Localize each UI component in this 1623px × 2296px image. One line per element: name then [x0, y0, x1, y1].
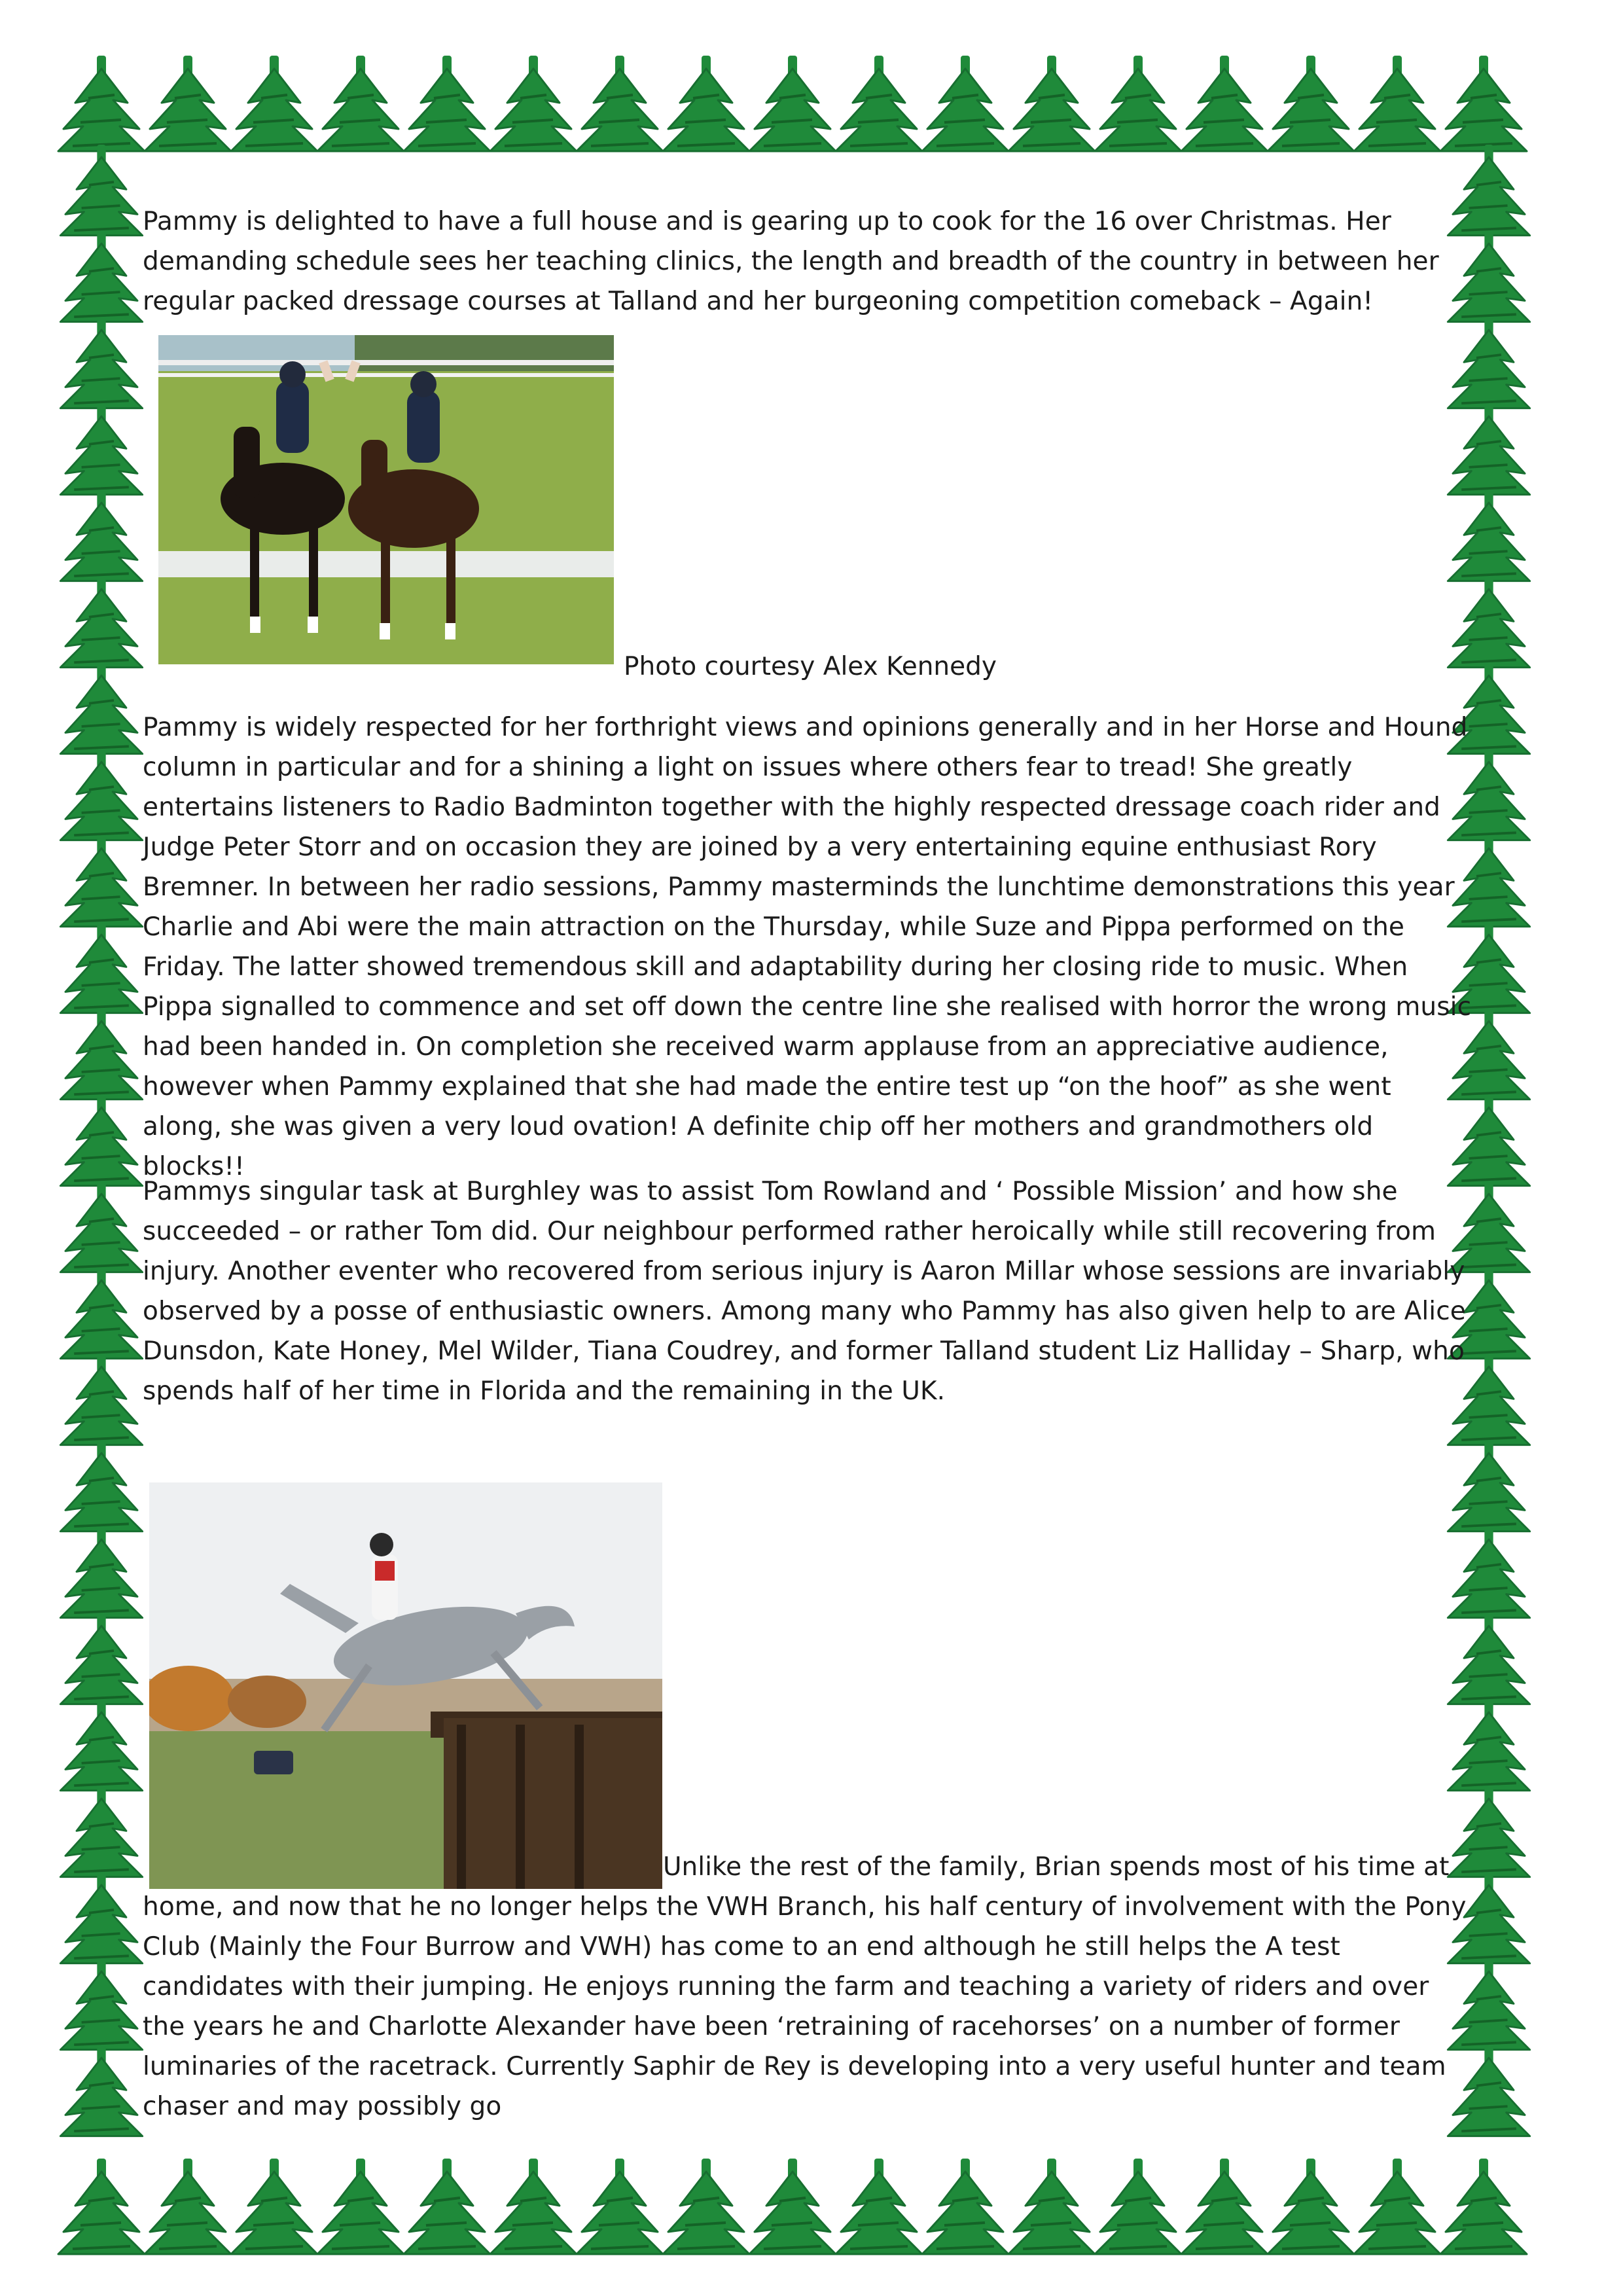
christmas-tree-icon — [577, 2159, 663, 2254]
christmas-tree-icon — [231, 2159, 317, 2254]
christmas-tree-icon — [60, 577, 142, 668]
christmas-tree-icon — [60, 2045, 142, 2136]
christmas-tree-icon — [663, 2159, 749, 2254]
christmas-tree-icon — [60, 490, 142, 581]
christmas-tree-icon — [663, 56, 749, 151]
paragraph-radio-badminton: Pammy is widely respected for her forthright views and opinions generally and in her Horse and Hound column in particular and for a shining a light on issues where others fear to tread! She greatly entertains listeners to Radio Badminton together with the highly respected dressage coach rider and Judge Peter Storr and on occasion they are joined by a very entertaining equine enthusiast Rory Bremner. In between her radio sessions, Pammy masterminds the lunchtime demonstrations this year Charlie and Abi were the main attraction on the Thursday, while Suze and Pippa performed on the Friday. The latter showed tremendous skill and adaptability during her closing ride to music. When Pippa signalled to commence and set off down the centre line she realised with horror the wrong music had been handed in. On completion she received warm applause from an appreciative audience, however when Pammy explained that she had made the entire test up “on the hoof” as she went along, she was given a very loud ovation! A definite chip off her mothers and grandmothers old blocks!! — [143, 713, 1472, 1181]
christmas-tree-icon — [60, 1613, 142, 1704]
christmas-tree-icon — [60, 749, 142, 840]
christmas-tree-icon — [58, 56, 145, 151]
christmas-tree-icon — [1448, 1700, 1529, 1791]
christmas-tree-icon — [490, 56, 577, 151]
christmas-tree-icon — [1354, 56, 1440, 151]
christmas-tree-icon — [749, 2159, 836, 2254]
christmas-tree-icon — [404, 56, 490, 151]
tree-column-left — [60, 145, 142, 2136]
paragraph-full-house: Pammy is delighted to have a full house and is gearing up to cook for the 16 over Christmas. Her demanding schedule sees her teaching clinics, the length and breadth of the country in between her regular packed dressage courses at Talland and her burgeoning competition comeback – Again! — [143, 207, 1439, 316]
christmas-tree-icon — [1448, 1786, 1529, 1877]
christmas-tree-icon — [145, 2159, 231, 2254]
christmas-tree-icon — [1448, 490, 1529, 581]
christmas-tree-icon — [60, 145, 142, 236]
christmas-tree-icon — [60, 1873, 142, 1964]
christmas-tree-icon — [1448, 577, 1529, 668]
christmas-tree-icon — [1181, 2159, 1268, 2254]
christmas-tree-icon — [1448, 1527, 1529, 1618]
christmas-tree-icon — [60, 1268, 142, 1359]
paragraph-brian: home, and now that he no longer helps the VWH Branch, his half century of involvement with the Pony Club (Mainly the Four Burrow and VWH) has come to an end although he still helps the A test candidates with their jumping. He enjoys running the farm and teaching a variety of riders and over the years he and Charlotte Alexander have been ‘retraining of racehorses’ on a number of former luminaries of the racetrack. Currently Saphir de Rey is developing into a very useful hunter and team chaser and may possibly go — [143, 1892, 1467, 2121]
christmas-tree-icon — [1448, 1613, 1529, 1704]
christmas-tree-icon — [60, 1441, 142, 1532]
christmas-tree-icon — [1008, 2159, 1095, 2254]
christmas-tree-icon — [317, 56, 404, 151]
christmas-tree-icon — [60, 1959, 142, 2050]
paragraph-burghley: Pammys singular task at Burghley was to assist Tom Rowland and ‘ Possible Mission’ and how she succeeded – or rather Tom did. Our neighbour performed rather heroically while still recovering from injury. Another eventer who recovered from serious injury is Aaron Millar whose sessions are invariably observed by a posse of enthusiastic owners. Among many who Pammy has also given help to are Alice Dunsdon, Kate Honey, Mel Wilder, Tiana Coudrey, and former Talland student Liz Halliday – Sharp, who spends half of her time in Florida and the remaining in the UK. — [143, 1177, 1466, 1406]
christmas-tree-icon — [60, 404, 142, 495]
christmas-tree-icon — [1268, 56, 1354, 151]
christmas-tree-icon — [1448, 317, 1529, 408]
christmas-tree-icon — [60, 663, 142, 754]
christmas-tree-icon — [145, 56, 231, 151]
christmas-tree-icon — [922, 56, 1008, 151]
christmas-tree-icon — [1008, 56, 1095, 151]
christmas-tree-icon — [836, 2159, 922, 2254]
christmas-tree-icon — [1440, 56, 1527, 151]
christmas-tree-icon — [60, 1786, 142, 1877]
christmas-tree-icon — [490, 2159, 577, 2254]
christmas-tree-icon — [1095, 56, 1181, 151]
christmas-tree-icon — [1448, 404, 1529, 495]
christmas-tree-icon — [60, 1354, 142, 1445]
christmas-tree-icon — [1268, 2159, 1354, 2254]
christmas-tree-icon — [60, 231, 142, 322]
tree-row-bottom — [58, 2159, 1527, 2254]
photo-caption: Photo courtesy Alex Kennedy — [624, 652, 997, 681]
christmas-tree-icon — [60, 1009, 142, 1100]
christmas-tree-icon — [60, 1095, 142, 1186]
christmas-tree-icon — [922, 2159, 1008, 2254]
christmas-tree-icon — [1095, 2159, 1181, 2254]
paragraph-brian-first-line: Unlike the rest of the family, Brian spends most of his time at — [663, 1852, 1450, 1882]
christmas-tree-icon — [577, 56, 663, 151]
christmas-tree-icon — [1354, 2159, 1440, 2254]
christmas-tree-icon — [60, 317, 142, 408]
christmas-tree-icon — [60, 1527, 142, 1618]
christmas-tree-icon — [749, 56, 836, 151]
photo-cross-country-jump — [149, 1482, 662, 1889]
christmas-tree-icon — [60, 1700, 142, 1791]
christmas-tree-icon — [58, 2159, 145, 2254]
christmas-tree-icon — [317, 2159, 404, 2254]
christmas-tree-icon — [1440, 2159, 1527, 2254]
tree-row-top — [58, 56, 1527, 151]
christmas-tree-icon — [231, 56, 317, 151]
christmas-tree-icon — [836, 56, 922, 151]
christmas-tree-icon — [60, 922, 142, 1013]
christmas-tree-icon — [60, 836, 142, 927]
christmas-tree-icon — [1181, 56, 1268, 151]
photo-dressage-riders — [158, 335, 614, 664]
christmas-tree-icon — [1448, 1441, 1529, 1532]
christmas-tree-icon — [404, 2159, 490, 2254]
christmas-tree-icon — [60, 1181, 142, 1272]
